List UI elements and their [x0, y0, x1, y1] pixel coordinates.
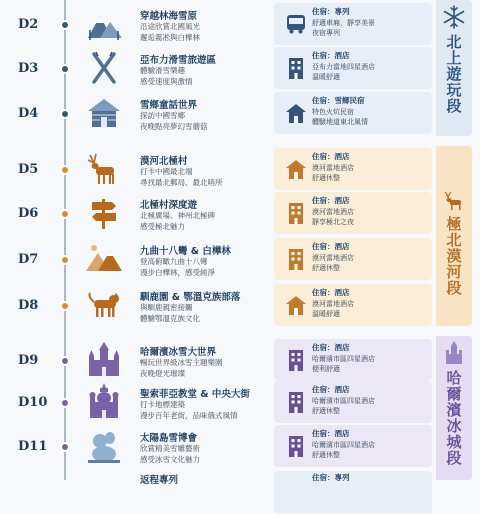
- description-line: 沿途欣賞北國風光: [140, 22, 200, 31]
- activity-description: [140, 443, 200, 465]
- stay-detail: 舒適休整: [312, 264, 340, 272]
- snowflake-icon: [442, 4, 466, 30]
- deer-icon: [442, 186, 466, 212]
- description-line: 感受冰雪文化魅力: [140, 455, 200, 464]
- stay-box: [274, 92, 432, 134]
- stay-detail: 舒適休整: [312, 174, 340, 182]
- description-line: 暢玩世界級冰雪主題樂園: [140, 358, 223, 367]
- ice-sculpture-icon: [442, 340, 466, 366]
- stay-box: [274, 47, 432, 89]
- activity-description: [140, 166, 223, 188]
- stay-detail: 特色火炕民宿: [312, 107, 354, 116]
- itinerary-row: [0, 2, 480, 46]
- hotel-icon: [284, 434, 308, 458]
- timeline-dot: [60, 209, 70, 219]
- description-line: 漫步百年老街，品味俄式風情: [140, 411, 238, 420]
- itinerary-row: [0, 237, 480, 281]
- stay-box: [274, 238, 432, 280]
- snow-mountain-icon: [84, 4, 124, 44]
- day-label: D3: [18, 60, 39, 76]
- stay-detail: 舒適車廂，靜享美景: [312, 18, 375, 27]
- section-panel-north: [436, 0, 472, 136]
- section-label: 北上遊玩段: [444, 34, 463, 114]
- activity-title: 太陽島雪博會: [140, 433, 198, 444]
- description-line: 欣賞精美雪雕藝術: [140, 444, 200, 453]
- stay-info: [312, 152, 354, 184]
- stay-info: [312, 51, 375, 83]
- stay-detail: 夜宿專列: [312, 29, 340, 37]
- partial-stay-label: 住宿：專列: [312, 473, 350, 482]
- timeline-dot: [60, 356, 70, 366]
- day-label: D9: [18, 352, 39, 368]
- activity-description: [140, 110, 208, 132]
- timeline-dot: [60, 109, 70, 119]
- stay-detail: 漠河當地酒店: [312, 207, 354, 216]
- stay-label: 住宿：酒店: [312, 242, 350, 251]
- stay-info: [312, 196, 354, 228]
- hotel-icon: [284, 247, 308, 271]
- activity-description: [140, 399, 238, 421]
- description-line: 打卡地標建築: [140, 400, 185, 409]
- stay-detail: 溫暖舒適: [312, 73, 340, 81]
- timeline-dot: [60, 165, 70, 175]
- mountains-icon: [84, 239, 124, 279]
- bus-icon: [284, 12, 308, 36]
- house-icon: [284, 293, 308, 317]
- description-line: 打卡中國最北端: [140, 167, 193, 176]
- itinerary-row: [0, 91, 480, 135]
- cathedral-icon: [84, 382, 124, 422]
- stay-info: [312, 288, 354, 320]
- day-label: D10: [18, 394, 48, 410]
- day-label: D2: [18, 16, 39, 32]
- partial-title: 返程專列: [140, 475, 179, 486]
- activity-title: 雪鄉童話世界: [140, 100, 198, 111]
- timeline-dot: [60, 301, 70, 311]
- itinerary-row: [0, 147, 480, 191]
- stay-label: 住宿：酒店: [312, 343, 350, 352]
- description-line: 登高俯瞰九曲十八彎: [140, 257, 208, 266]
- stay-detail: 舒適休整: [312, 407, 340, 415]
- stay-label: 住宿：酒店: [312, 385, 350, 394]
- house-icon: [284, 101, 308, 125]
- activity-description: [140, 65, 193, 87]
- stay-info: [312, 385, 375, 417]
- timeline-dot: [60, 255, 70, 265]
- stay-detail: 哈爾濱市區四星酒店: [312, 354, 375, 363]
- description-line: 與馴鹿親密接觸: [140, 303, 193, 312]
- reindeer-icon: [84, 149, 124, 189]
- description-line: 感受極北魅力: [140, 222, 185, 231]
- day-label: D6: [18, 205, 39, 221]
- stay-detail: 漠河當地酒店: [312, 253, 354, 262]
- itinerary-row: [0, 380, 480, 424]
- log-cabin-icon: [84, 93, 124, 133]
- signpost-icon: [84, 193, 124, 233]
- hotel-icon: [284, 348, 308, 372]
- itinerary-row: [0, 338, 480, 382]
- stay-box: [274, 339, 432, 381]
- description-line: 尋找最北郵局、最北哨所: [140, 178, 223, 187]
- day-label: D5: [18, 161, 39, 177]
- stay-label: 住宿：專列: [312, 7, 350, 16]
- section-panel-mohe: [436, 146, 472, 326]
- hotel-icon: [284, 201, 308, 225]
- day-label: D8: [18, 297, 39, 313]
- section-panel-harbin: [436, 336, 472, 480]
- stay-box: [274, 381, 432, 423]
- description-line: 體驗鄂溫克族文化: [140, 314, 200, 323]
- sled-dog-icon: [84, 285, 124, 325]
- activity-description: [140, 21, 200, 43]
- day-label: D11: [18, 438, 48, 454]
- activity-title: 北極村深度遊: [140, 200, 198, 211]
- timeline-dot: [60, 398, 70, 408]
- description-line: 北極廣場、神州北極碑: [140, 211, 215, 220]
- stay-label: 住宿：酒店: [312, 196, 350, 205]
- stay-info: [312, 343, 375, 375]
- stay-label: 住宿：雪鄉民宿: [312, 96, 365, 105]
- stay-info: [312, 96, 368, 128]
- stay-detail: 溫暖舒適: [312, 310, 340, 318]
- partial-row: [0, 470, 480, 514]
- house-icon: [284, 157, 308, 181]
- activity-description: [140, 302, 200, 324]
- stay-detail: 靜享極北之夜: [312, 218, 354, 226]
- activity-title: 九曲十八彎 & 白樺林: [140, 246, 231, 257]
- stay-detail: 便利舒適: [312, 365, 340, 373]
- section-label: 極北漠河段: [444, 216, 463, 296]
- stay-box: [274, 148, 432, 190]
- stay-info: [312, 242, 354, 274]
- description-line: 漫步白樺林，感受純淨: [140, 268, 215, 277]
- stay-label: 住宿：酒店: [312, 152, 350, 161]
- stay-info: [312, 429, 375, 461]
- stay-detail: 哈爾濱市區四星酒店: [312, 440, 375, 449]
- description-line: 夜晚點亮夢幻雪蘑菇: [140, 122, 208, 131]
- activity-description: [140, 357, 223, 379]
- description-line: 感受速度與激情: [140, 77, 193, 86]
- description-line: 邂逅霧凇與白樺林: [140, 33, 200, 42]
- ice-castle-icon: [84, 340, 124, 380]
- stay-box: [274, 3, 432, 45]
- stay-label: 住宿：酒店: [312, 429, 350, 438]
- activity-description: [140, 210, 215, 232]
- ski-icon: [84, 48, 124, 88]
- activity-title: 穿越林海雪原: [140, 11, 198, 22]
- activity-title: 亞布力滑雪旅遊區: [140, 55, 217, 66]
- description-line: 體驗滑雪樂趣: [140, 66, 185, 75]
- stay-label: 住宿：酒店: [312, 288, 350, 297]
- itinerary-row: [0, 46, 480, 90]
- stay-detail: 漠河當地酒店: [312, 163, 354, 172]
- stay-detail: 亞布力當地四星酒店: [312, 62, 375, 71]
- activity-title: 聖索菲亞教堂 & 中央大街: [140, 389, 250, 400]
- stay-box: [274, 284, 432, 326]
- stay-detail: 體驗地道東北風情: [312, 118, 368, 126]
- timeline-dot: [60, 442, 70, 452]
- timeline-dot: [60, 20, 70, 30]
- section-label: 哈爾濱冰城段: [444, 370, 463, 466]
- stay-box: [274, 192, 432, 234]
- hotel-icon: [284, 56, 308, 80]
- partial-stay-box: [274, 471, 432, 513]
- description-line: 夜晚燈光璀璨: [140, 369, 185, 378]
- itinerary-row: [0, 191, 480, 235]
- hotel-icon: [284, 390, 308, 414]
- stay-info: [312, 7, 375, 39]
- timeline-dot: [60, 64, 70, 74]
- day-label: D4: [18, 105, 39, 121]
- day-label: D7: [18, 251, 39, 267]
- activity-title: 馴鹿園 & 鄂溫克族部落: [140, 292, 241, 303]
- itinerary-row: [0, 424, 480, 468]
- description-line: 探訪中國雪鄉: [140, 111, 185, 120]
- snow-sculpture-icon: [84, 426, 124, 466]
- activity-title: 哈爾濱冰雪大世界: [140, 347, 217, 358]
- activity-title: 漠河北極村: [140, 156, 188, 167]
- stay-label: 住宿：酒店: [312, 51, 350, 60]
- stay-detail: 舒適休整: [312, 451, 340, 459]
- activity-description: [140, 256, 215, 278]
- stay-detail: 漠河當地酒店: [312, 299, 354, 308]
- stay-box: [274, 425, 432, 467]
- itinerary-row: [0, 283, 480, 327]
- stay-detail: 哈爾濱市區四星酒店: [312, 396, 375, 405]
